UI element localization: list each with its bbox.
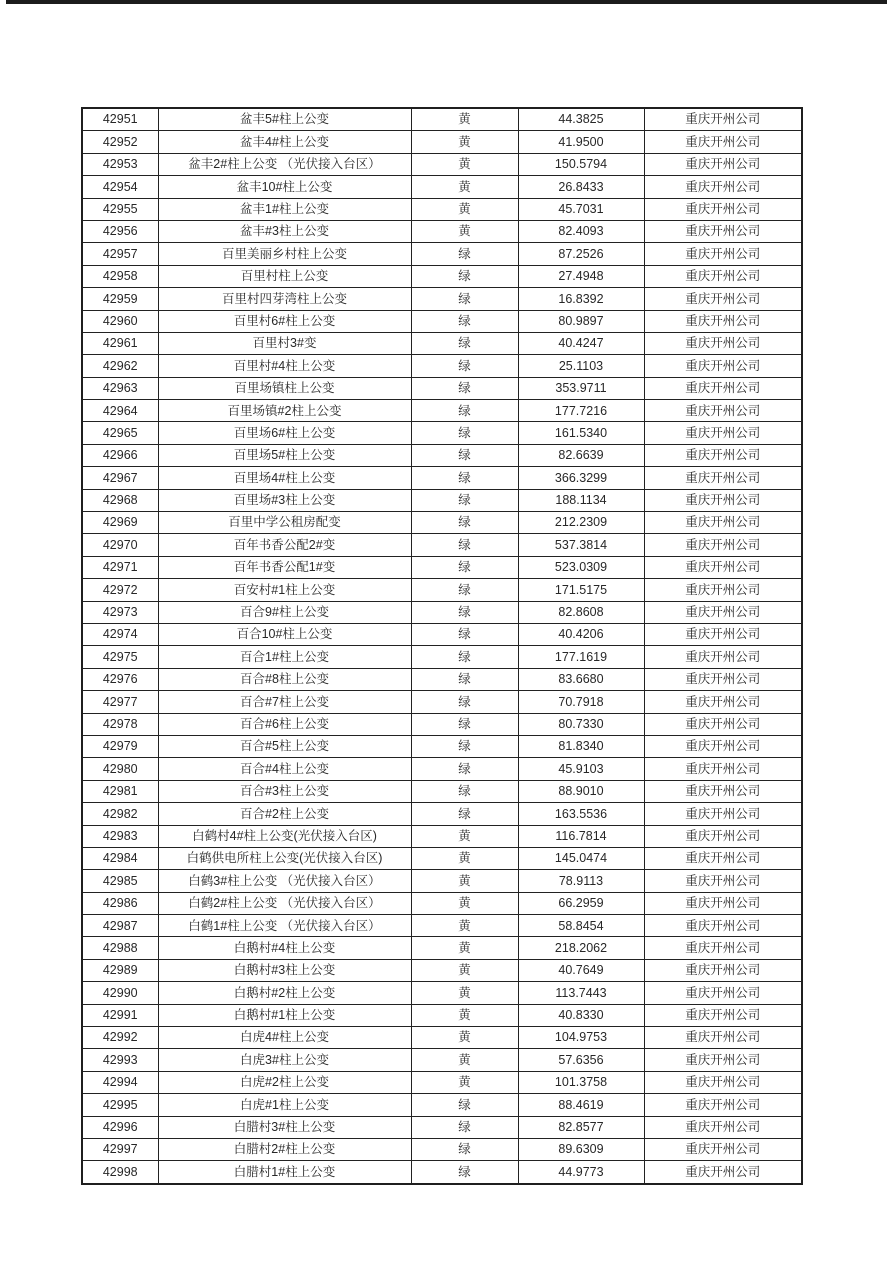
row-id-cell: 42955 <box>82 198 158 220</box>
table-row <box>82 534 802 556</box>
table-row <box>82 265 802 287</box>
transformer-name-cell: 百里村6#柱上公变 <box>158 310 411 332</box>
company-cell: 重庆开州公司 <box>644 668 802 690</box>
capacity-value-cell: 25.1103 <box>518 355 644 377</box>
row-id-cell: 42977 <box>82 691 158 713</box>
company-cell: 重庆开州公司 <box>644 1049 802 1071</box>
scan-top-edge-line <box>6 0 887 4</box>
status-color-cell: 黄 <box>411 131 518 153</box>
status-color-cell: 黄 <box>411 959 518 981</box>
row-id-cell: 42994 <box>82 1071 158 1093</box>
status-color-cell: 绿 <box>411 467 518 489</box>
status-color-cell: 绿 <box>411 265 518 287</box>
company-cell: 重庆开州公司 <box>644 601 802 623</box>
company-cell: 重庆开州公司 <box>644 265 802 287</box>
row-id-cell: 42989 <box>82 959 158 981</box>
transformer-name-cell: 盆丰#3柱上公变 <box>158 220 411 242</box>
transformer-name-cell: 白鹅村#2柱上公变 <box>158 982 411 1004</box>
transformer-name-cell: 百年书香公配1#变 <box>158 556 411 578</box>
transformer-name-cell: 白虎#2柱上公变 <box>158 1071 411 1093</box>
table-row <box>82 825 802 847</box>
capacity-value-cell: 218.2062 <box>518 937 644 959</box>
company-cell: 重庆开州公司 <box>644 288 802 310</box>
company-cell: 重庆开州公司 <box>644 870 802 892</box>
row-id-cell: 42963 <box>82 377 158 399</box>
capacity-value-cell: 27.4948 <box>518 265 644 287</box>
transformer-name-cell: 百合#6柱上公变 <box>158 713 411 735</box>
company-cell: 重庆开州公司 <box>644 198 802 220</box>
table-row <box>82 1049 802 1071</box>
status-color-cell: 黄 <box>411 892 518 914</box>
table-row <box>82 758 802 780</box>
table-row <box>82 915 802 937</box>
status-color-cell: 黄 <box>411 198 518 220</box>
table-row <box>82 1138 802 1160</box>
company-cell: 重庆开州公司 <box>644 467 802 489</box>
status-color-cell: 绿 <box>411 556 518 578</box>
table-row <box>82 870 802 892</box>
row-id-cell: 42960 <box>82 310 158 332</box>
table-body <box>82 108 802 1184</box>
table-row <box>82 467 802 489</box>
status-color-cell: 黄 <box>411 220 518 242</box>
table-row <box>82 1027 802 1049</box>
transformer-name-cell: 百里场6#柱上公变 <box>158 422 411 444</box>
status-color-cell: 绿 <box>411 377 518 399</box>
capacity-value-cell: 88.4619 <box>518 1094 644 1116</box>
company-cell: 重庆开州公司 <box>644 1094 802 1116</box>
table-row <box>82 691 802 713</box>
row-id-cell: 42975 <box>82 646 158 668</box>
table-row <box>82 803 802 825</box>
row-id-cell: 42995 <box>82 1094 158 1116</box>
status-color-cell: 绿 <box>411 288 518 310</box>
capacity-value-cell: 104.9753 <box>518 1027 644 1049</box>
company-cell: 重庆开州公司 <box>644 400 802 422</box>
status-color-cell: 黄 <box>411 1071 518 1093</box>
capacity-value-cell: 353.9711 <box>518 377 644 399</box>
row-id-cell: 42957 <box>82 243 158 265</box>
transformer-name-cell: 百里村柱上公变 <box>158 265 411 287</box>
company-cell: 重庆开州公司 <box>644 444 802 466</box>
capacity-value-cell: 89.6309 <box>518 1138 644 1160</box>
row-id-cell: 42956 <box>82 220 158 242</box>
capacity-value-cell: 177.7216 <box>518 400 644 422</box>
row-id-cell: 42959 <box>82 288 158 310</box>
row-id-cell: 42993 <box>82 1049 158 1071</box>
table-row <box>82 892 802 914</box>
status-color-cell: 黄 <box>411 176 518 198</box>
status-color-cell: 绿 <box>411 1116 518 1138</box>
capacity-value-cell: 101.3758 <box>518 1071 644 1093</box>
capacity-value-cell: 212.2309 <box>518 512 644 534</box>
transformer-name-cell: 白鹤供电所柱上公变(光伏接入台区) <box>158 847 411 869</box>
capacity-value-cell: 523.0309 <box>518 556 644 578</box>
capacity-value-cell: 40.8330 <box>518 1004 644 1026</box>
company-cell: 重庆开州公司 <box>644 780 802 802</box>
company-cell: 重庆开州公司 <box>644 1027 802 1049</box>
capacity-value-cell: 26.8433 <box>518 176 644 198</box>
row-id-cell: 42971 <box>82 556 158 578</box>
row-id-cell: 42991 <box>82 1004 158 1026</box>
status-color-cell: 绿 <box>411 512 518 534</box>
row-id-cell: 42968 <box>82 489 158 511</box>
transformer-name-cell: 百里村四芽湾柱上公变 <box>158 288 411 310</box>
row-id-cell: 42980 <box>82 758 158 780</box>
company-cell: 重庆开州公司 <box>644 108 802 131</box>
row-id-cell: 42982 <box>82 803 158 825</box>
company-cell: 重庆开州公司 <box>644 982 802 1004</box>
capacity-value-cell: 83.6680 <box>518 668 644 690</box>
status-color-cell: 绿 <box>411 601 518 623</box>
company-cell: 重庆开州公司 <box>644 758 802 780</box>
capacity-value-cell: 188.1134 <box>518 489 644 511</box>
table-row <box>82 153 802 175</box>
row-id-cell: 42961 <box>82 332 158 354</box>
table-row <box>82 1004 802 1026</box>
row-id-cell: 42984 <box>82 847 158 869</box>
row-id-cell: 42966 <box>82 444 158 466</box>
capacity-value-cell: 81.8340 <box>518 735 644 757</box>
status-color-cell: 绿 <box>411 332 518 354</box>
transformer-name-cell: 百安村#1柱上公变 <box>158 579 411 601</box>
company-cell: 重庆开州公司 <box>644 422 802 444</box>
company-cell: 重庆开州公司 <box>644 915 802 937</box>
transformer-name-cell: 盆丰1#柱上公变 <box>158 198 411 220</box>
table-row <box>82 668 802 690</box>
table-row <box>82 1094 802 1116</box>
transformer-name-cell: 百合#8柱上公变 <box>158 668 411 690</box>
company-cell: 重庆开州公司 <box>644 310 802 332</box>
company-cell: 重庆开州公司 <box>644 713 802 735</box>
row-id-cell: 42992 <box>82 1027 158 1049</box>
capacity-value-cell: 171.5175 <box>518 579 644 601</box>
status-color-cell: 黄 <box>411 937 518 959</box>
capacity-value-cell: 82.8577 <box>518 1116 644 1138</box>
transformer-name-cell: 百合1#柱上公变 <box>158 646 411 668</box>
status-color-cell: 绿 <box>411 422 518 444</box>
row-id-cell: 42958 <box>82 265 158 287</box>
table-row <box>82 982 802 1004</box>
row-id-cell: 42970 <box>82 534 158 556</box>
status-color-cell: 绿 <box>411 355 518 377</box>
company-cell: 重庆开州公司 <box>644 131 802 153</box>
table-row <box>82 198 802 220</box>
table-row <box>82 1071 802 1093</box>
row-id-cell: 42997 <box>82 1138 158 1160</box>
capacity-value-cell: 161.5340 <box>518 422 644 444</box>
transformer-name-cell: 白鹤2#柱上公变 （光伏接入台区） <box>158 892 411 914</box>
table-row <box>82 959 802 981</box>
row-id-cell: 42996 <box>82 1116 158 1138</box>
capacity-value-cell: 113.7443 <box>518 982 644 1004</box>
transformer-name-cell: 白虎3#柱上公变 <box>158 1049 411 1071</box>
capacity-value-cell: 41.9500 <box>518 131 644 153</box>
status-color-cell: 黄 <box>411 825 518 847</box>
table-row <box>82 444 802 466</box>
transformer-name-cell: 百里美丽乡村柱上公变 <box>158 243 411 265</box>
table-row <box>82 355 802 377</box>
row-id-cell: 42990 <box>82 982 158 1004</box>
table-row <box>82 512 802 534</box>
status-color-cell: 绿 <box>411 668 518 690</box>
status-color-cell: 黄 <box>411 1027 518 1049</box>
capacity-value-cell: 87.2526 <box>518 243 644 265</box>
company-cell: 重庆开州公司 <box>644 377 802 399</box>
table-row <box>82 735 802 757</box>
row-id-cell: 42981 <box>82 780 158 802</box>
company-cell: 重庆开州公司 <box>644 1071 802 1093</box>
company-cell: 重庆开州公司 <box>644 1004 802 1026</box>
company-cell: 重庆开州公司 <box>644 937 802 959</box>
transformer-data-table <box>81 107 803 1185</box>
status-color-cell: 黄 <box>411 870 518 892</box>
capacity-value-cell: 150.5794 <box>518 153 644 175</box>
row-id-cell: 42967 <box>82 467 158 489</box>
table-row <box>82 1161 802 1184</box>
transformer-name-cell: 白鹅村#1柱上公变 <box>158 1004 411 1026</box>
company-cell: 重庆开州公司 <box>644 534 802 556</box>
transformer-name-cell: 百合#4柱上公变 <box>158 758 411 780</box>
company-cell: 重庆开州公司 <box>644 556 802 578</box>
table-row <box>82 176 802 198</box>
capacity-value-cell: 16.8392 <box>518 288 644 310</box>
capacity-value-cell: 45.7031 <box>518 198 644 220</box>
company-cell: 重庆开州公司 <box>644 176 802 198</box>
table-row <box>82 937 802 959</box>
table-row <box>82 220 802 242</box>
table-row <box>82 780 802 802</box>
company-cell: 重庆开州公司 <box>644 825 802 847</box>
transformer-name-cell: 白鹤3#柱上公变 （光伏接入台区） <box>158 870 411 892</box>
capacity-value-cell: 57.6356 <box>518 1049 644 1071</box>
transformer-name-cell: 白腊村3#柱上公变 <box>158 1116 411 1138</box>
status-color-cell: 绿 <box>411 243 518 265</box>
table-row <box>82 556 802 578</box>
transformer-name-cell: 百合#7柱上公变 <box>158 691 411 713</box>
table-row <box>82 400 802 422</box>
row-id-cell: 42978 <box>82 713 158 735</box>
company-cell: 重庆开州公司 <box>644 355 802 377</box>
status-color-cell: 黄 <box>411 1049 518 1071</box>
company-cell: 重庆开州公司 <box>644 1138 802 1160</box>
row-id-cell: 42965 <box>82 422 158 444</box>
table-row <box>82 1116 802 1138</box>
capacity-value-cell: 66.2959 <box>518 892 644 914</box>
table-row <box>82 332 802 354</box>
capacity-value-cell: 163.5536 <box>518 803 644 825</box>
capacity-value-cell: 40.4247 <box>518 332 644 354</box>
row-id-cell: 42972 <box>82 579 158 601</box>
capacity-value-cell: 145.0474 <box>518 847 644 869</box>
status-color-cell: 黄 <box>411 847 518 869</box>
status-color-cell: 绿 <box>411 691 518 713</box>
transformer-name-cell: 白虎#1柱上公变 <box>158 1094 411 1116</box>
row-id-cell: 42964 <box>82 400 158 422</box>
table-row <box>82 623 802 645</box>
row-id-cell: 42983 <box>82 825 158 847</box>
table-row <box>82 579 802 601</box>
transformer-name-cell: 百里场镇#2柱上公变 <box>158 400 411 422</box>
capacity-value-cell: 537.3814 <box>518 534 644 556</box>
table-row <box>82 377 802 399</box>
row-id-cell: 42986 <box>82 892 158 914</box>
row-id-cell: 42954 <box>82 176 158 198</box>
row-id-cell: 42987 <box>82 915 158 937</box>
transformer-name-cell: 白鹅村#4柱上公变 <box>158 937 411 959</box>
table-row <box>82 288 802 310</box>
transformer-name-cell: 百里村#4柱上公变 <box>158 355 411 377</box>
transformer-name-cell: 百里场5#柱上公变 <box>158 444 411 466</box>
company-cell: 重庆开州公司 <box>644 1116 802 1138</box>
table-row <box>82 422 802 444</box>
capacity-value-cell: 40.7649 <box>518 959 644 981</box>
status-color-cell: 黄 <box>411 915 518 937</box>
status-color-cell: 绿 <box>411 534 518 556</box>
row-id-cell: 42952 <box>82 131 158 153</box>
capacity-value-cell: 44.3825 <box>518 108 644 131</box>
company-cell: 重庆开州公司 <box>644 332 802 354</box>
capacity-value-cell: 82.4093 <box>518 220 644 242</box>
row-id-cell: 42962 <box>82 355 158 377</box>
capacity-value-cell: 82.8608 <box>518 601 644 623</box>
status-color-cell: 绿 <box>411 803 518 825</box>
transformer-name-cell: 百年书香公配2#变 <box>158 534 411 556</box>
capacity-value-cell: 116.7814 <box>518 825 644 847</box>
transformer-name-cell: 白鹅村#3柱上公变 <box>158 959 411 981</box>
row-id-cell: 42985 <box>82 870 158 892</box>
company-cell: 重庆开州公司 <box>644 512 802 534</box>
status-color-cell: 绿 <box>411 646 518 668</box>
status-color-cell: 绿 <box>411 400 518 422</box>
row-id-cell: 42973 <box>82 601 158 623</box>
table-row <box>82 108 802 131</box>
row-id-cell: 42969 <box>82 512 158 534</box>
company-cell: 重庆开州公司 <box>644 489 802 511</box>
table-row <box>82 131 802 153</box>
company-cell: 重庆开州公司 <box>644 153 802 175</box>
capacity-value-cell: 45.9103 <box>518 758 644 780</box>
transformer-name-cell: 盆丰5#柱上公变 <box>158 108 411 131</box>
transformer-name-cell: 百合#3柱上公变 <box>158 780 411 802</box>
company-cell: 重庆开州公司 <box>644 579 802 601</box>
row-id-cell: 42998 <box>82 1161 158 1184</box>
transformer-name-cell: 百里村3#变 <box>158 332 411 354</box>
company-cell: 重庆开州公司 <box>644 220 802 242</box>
company-cell: 重庆开州公司 <box>644 243 802 265</box>
status-color-cell: 黄 <box>411 108 518 131</box>
table-row <box>82 601 802 623</box>
transformer-name-cell: 白虎4#柱上公变 <box>158 1027 411 1049</box>
transformer-name-cell: 百合9#柱上公变 <box>158 601 411 623</box>
capacity-value-cell: 80.7330 <box>518 713 644 735</box>
company-cell: 重庆开州公司 <box>644 646 802 668</box>
status-color-cell: 绿 <box>411 489 518 511</box>
company-cell: 重庆开州公司 <box>644 847 802 869</box>
status-color-cell: 绿 <box>411 310 518 332</box>
capacity-value-cell: 44.9773 <box>518 1161 644 1184</box>
company-cell: 重庆开州公司 <box>644 623 802 645</box>
transformer-name-cell: 百里场镇柱上公变 <box>158 377 411 399</box>
row-id-cell: 42974 <box>82 623 158 645</box>
status-color-cell: 黄 <box>411 1004 518 1026</box>
status-color-cell: 绿 <box>411 1138 518 1160</box>
status-color-cell: 黄 <box>411 982 518 1004</box>
company-cell: 重庆开州公司 <box>644 959 802 981</box>
company-cell: 重庆开州公司 <box>644 803 802 825</box>
transformer-name-cell: 盆丰4#柱上公变 <box>158 131 411 153</box>
transformer-name-cell: 百里中学公租房配变 <box>158 512 411 534</box>
transformer-name-cell: 白鹤1#柱上公变 （光伏接入台区） <box>158 915 411 937</box>
transformer-name-cell: 盆丰10#柱上公变 <box>158 176 411 198</box>
capacity-value-cell: 88.9010 <box>518 780 644 802</box>
capacity-value-cell: 78.9113 <box>518 870 644 892</box>
table-row <box>82 847 802 869</box>
transformer-name-cell: 白腊村1#柱上公变 <box>158 1161 411 1184</box>
capacity-value-cell: 40.4206 <box>518 623 644 645</box>
transformer-name-cell: 百合10#柱上公变 <box>158 623 411 645</box>
transformer-name-cell: 白腊村2#柱上公变 <box>158 1138 411 1160</box>
row-id-cell: 42951 <box>82 108 158 131</box>
capacity-value-cell: 177.1619 <box>518 646 644 668</box>
company-cell: 重庆开州公司 <box>644 735 802 757</box>
status-color-cell: 绿 <box>411 579 518 601</box>
company-cell: 重庆开州公司 <box>644 1161 802 1184</box>
capacity-value-cell: 80.9897 <box>518 310 644 332</box>
table-row <box>82 243 802 265</box>
status-color-cell: 黄 <box>411 153 518 175</box>
status-color-cell: 绿 <box>411 735 518 757</box>
transformer-name-cell: 盆丰2#柱上公变 （光伏接入台区） <box>158 153 411 175</box>
table-row <box>82 713 802 735</box>
table-row <box>82 646 802 668</box>
table-row <box>82 489 802 511</box>
transformer-name-cell: 白鹤村4#柱上公变(光伏接入台区) <box>158 825 411 847</box>
status-color-cell: 绿 <box>411 713 518 735</box>
company-cell: 重庆开州公司 <box>644 691 802 713</box>
status-color-cell: 绿 <box>411 623 518 645</box>
transformer-name-cell: 百合#2柱上公变 <box>158 803 411 825</box>
status-color-cell: 绿 <box>411 758 518 780</box>
row-id-cell: 42976 <box>82 668 158 690</box>
capacity-value-cell: 82.6639 <box>518 444 644 466</box>
table-row <box>82 310 802 332</box>
status-color-cell: 绿 <box>411 444 518 466</box>
row-id-cell: 42988 <box>82 937 158 959</box>
row-id-cell: 42953 <box>82 153 158 175</box>
transformer-name-cell: 百合#5柱上公变 <box>158 735 411 757</box>
status-color-cell: 绿 <box>411 1094 518 1116</box>
status-color-cell: 绿 <box>411 780 518 802</box>
transformer-name-cell: 百里场#3柱上公变 <box>158 489 411 511</box>
row-id-cell: 42979 <box>82 735 158 757</box>
capacity-value-cell: 366.3299 <box>518 467 644 489</box>
capacity-value-cell: 58.8454 <box>518 915 644 937</box>
status-color-cell: 绿 <box>411 1161 518 1184</box>
transformer-name-cell: 百里场4#柱上公变 <box>158 467 411 489</box>
company-cell: 重庆开州公司 <box>644 892 802 914</box>
capacity-value-cell: 70.7918 <box>518 691 644 713</box>
